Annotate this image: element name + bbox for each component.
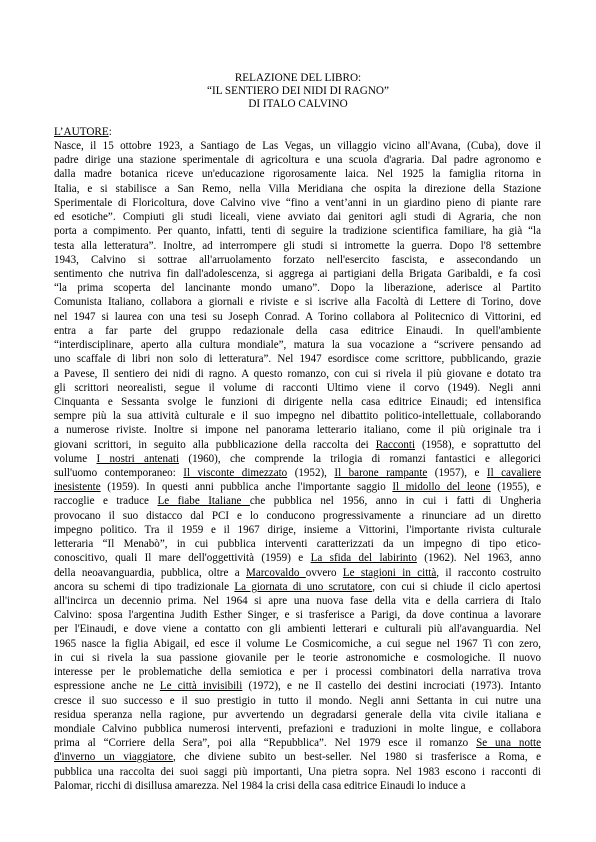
body-text-segment: 1943, Calvino si sottrae all'arruolamento forzato nell'esercito fascista, e assecondando un [54, 253, 541, 266]
body-line [54, 466, 541, 480]
body-line [54, 395, 541, 409]
body-line [54, 679, 541, 693]
body-text-segment: giovani scrittori, in seguito alla pubblicazione della raccolta dei [54, 438, 376, 451]
body-text-segment: prima al “Corriere della Sera”, poi alla “Repubblica”. Nel 1979 esce il romanzo [54, 737, 477, 750]
body-text-segment: cresce il suo successo e il suo prestigio in tutto il mondo. Negli anni Settanta in cui nutre una [54, 694, 541, 707]
body-text-segment: (1972), e ne Il castello dei destini incrociati (1973). Intanto [242, 680, 541, 693]
body-line [54, 523, 541, 537]
title-line-1: RELAZIONE DEL LIBRO: [234, 72, 362, 84]
body-text-segment: (1959). In questi anni pubblica anche l'importante saggio [100, 481, 393, 494]
body-text-segment: , con cui si chiude il ciclo apertosi [372, 580, 541, 593]
body-line [54, 295, 541, 309]
body-text-segment: Nasce, il 15 ottobre 1923, a Santiago de Las Vegas, un villaggio vicino all'Avana, (Cuba), dove il [54, 140, 541, 152]
body-line [54, 637, 541, 651]
body-line [54, 722, 541, 736]
book-title-link: La giornata di uno scrutatore [234, 580, 373, 593]
body-line [54, 409, 541, 423]
body-text-segment: gli scrittori neorealisti, segue il volume di racconti Ultimo viene il corvo (1949). Negli anni [54, 381, 541, 394]
body-text-segment: (1958), e soprattutto del [415, 438, 541, 451]
body-text-segment: Calvino: sposa l'argentina Judith Esther Singer, e si trasferisce a Parigi, da dove continua a lavorare [54, 609, 541, 622]
body-text-segment: letteraria “Il Menabò”, in cui pubblica interventi caratterizzati da un impegno di tipo etico- [54, 538, 541, 551]
body-line [54, 750, 541, 764]
body-line [54, 182, 541, 196]
body-line [54, 694, 541, 708]
body-line [54, 551, 541, 565]
book-title-link: La sfida del labirinto [310, 552, 417, 565]
body-line [54, 480, 541, 494]
section-heading-label: L’AUTORE [54, 126, 109, 138]
body-line [54, 779, 541, 793]
book-title-link: Marcovaldo [246, 566, 306, 579]
book-title-link: inesistente [54, 481, 101, 494]
book-title-link: Racconti [375, 438, 416, 451]
body-line [54, 566, 541, 580]
body-text-segment: interesse per le problematiche della semiotica e per i processi combinatori della narrativa trova [54, 666, 541, 679]
body-text-segment: espressione anche ne [54, 680, 160, 693]
title-line-3: DI ITALO CALVINO [248, 98, 348, 111]
body-text-segment: a Pavese, Il sentiero dei nidi di ragno. A questo romanzo, con cui si rivela il più giovane e dotato tra [54, 367, 541, 380]
body-text-segment: residua speranza nella ragione, pur avvertendo un degradarsi generale della vita civile italiana e [54, 708, 541, 721]
body-text-segment: “la prima scoperta del lancinante mondo umano”. Dopo la liberazione, aderisce al Partito [54, 282, 541, 295]
body-text-segment: all'incirca un decennio prima. Nel 1964 si apre una nuova fase della vita e della carriera di Italo [54, 595, 541, 607]
section-heading-author [54, 126, 112, 139]
body-text-segment: pubblica una raccolta dei suoi saggi più importanti, Una pietra sopra. Nel 1983 escono i racconti di [54, 765, 541, 778]
body-line [54, 253, 541, 267]
body-text-segment: ed esotiche”. Compiuti gli studi liceali, viene avviato dai genitori agli studi di Agraria, che non [54, 211, 541, 224]
body-text-segment: 1965 nasce la figlia Abigail, ed esce il volume Le Cosmicomiche, a cui segue nel 1967 Ti con zero, [54, 637, 541, 650]
body-line [54, 708, 541, 722]
body-line [54, 509, 541, 523]
body-text-segment: (1962). Nel 1963, anno [416, 552, 541, 565]
body-line [54, 665, 541, 679]
body-text-segment: a numerose riviste. Inoltre si impone nel panorama letterario italiano, come il più originale tra i [54, 424, 541, 437]
body-line [54, 196, 541, 210]
body-line [54, 310, 541, 324]
body-text-segment: Italia, e si stabilisce a San Remo, nella Villa Meridiana che ospita la direzione della Stazione [54, 182, 541, 195]
body-text-segment: Comunista Italiano, collabora a giornali e riviste e si iscrive alla Facoltà di Lettere di Torino, dove [54, 296, 541, 309]
body-text-segment: volume [54, 452, 97, 465]
body-line [54, 167, 541, 181]
book-title-link: Se una notte [476, 737, 541, 750]
book-title-link: I nostri antenati [96, 452, 180, 465]
body-text-segment: Palomar, ricchi di disillusa amarezza. Nel 1984 la crisi della casa editrice Einaudi lo induce a [54, 779, 466, 792]
body-line [54, 139, 541, 153]
body-line [54, 210, 541, 224]
body-text-segment: in cui si rivela la sua passione giovanile per le teorie astronomiche e cosmologiche. Il nuovo [54, 651, 541, 664]
body-line [54, 281, 541, 295]
body-text-segment: (1952), [287, 467, 335, 480]
body-text-segment: uno scaffale di libri non solo di letteratura”. Nel 1947 esordisce come scrittore, pubblicando, grazie [54, 353, 541, 366]
body-text-segment: ovvero [305, 566, 343, 579]
section-heading-colon: : [108, 126, 112, 138]
body-text-segment: entra a far parte del gruppo redazionale della casa editrice Einaudi. In quell'ambiente [54, 324, 541, 337]
body-line [54, 765, 541, 779]
body-text-segment: sempre più la sua attività culturale e il suo impegno nel dibattito politico-intellettuale, collaborando [54, 410, 541, 423]
body-text-segment: ancora su schemi di tipo tradizionale [54, 580, 235, 593]
body-line [54, 153, 541, 167]
author-biography-text [54, 139, 541, 839]
body-line [54, 608, 541, 622]
body-line [54, 452, 541, 466]
body-text-segment: impegno politico. Tra il 1959 e il 1967 dirige, insieme a Vittorini, l'importante rivista culturale [54, 523, 541, 536]
book-title-link: Le stagioni in città [342, 566, 437, 579]
book-title-link: Il midollo del leone [392, 481, 491, 494]
document-title [54, 72, 542, 111]
body-text-segment: testa alla letteratura”. Inoltre, ad interrompere gli studi si intromette la guerra. Dopo l'8 settembre [54, 239, 541, 252]
body-text-segment: per l'Einaudi, e dove viene a contatto con gli ambienti letterari e culturali più all'avanguardia. Nel [54, 623, 541, 636]
body-text-segment: , che diviene subito un best-seller. Nel 1980 si trasferisce a Roma, e [173, 751, 541, 764]
book-title-link: Le città invisibili [159, 680, 243, 693]
body-line [54, 438, 541, 452]
body-text-segment: della neoavanguardia, pubblica, oltre a [54, 566, 247, 579]
body-text-segment: dalla madre botanica riceve un'educazione rigorosamente laica. Nel 1925 la famiglia ritorna in [54, 168, 541, 181]
body-text-segment: (1955), e [490, 481, 541, 494]
body-text-segment: , il racconto costruito [436, 566, 541, 579]
book-title-link: d'inverno un viaggiatore [54, 751, 173, 764]
body-text-segment: “interdisciplinare, aperto alla cultura mondiale”, matura la sua vocazione a “scrivere pensando ad [54, 339, 541, 352]
body-text-segment: (1960), che comprende la trilogia di romanzi fantastici e allegorici [179, 452, 541, 465]
body-line [54, 324, 541, 338]
body-text-segment: che pubblica nel 1956, anno in cui i fatti di Ungheria [249, 495, 541, 508]
body-line [54, 651, 541, 665]
body-text-segment: Sperimentale di Floricoltura, dove Calvino vive “fino a vent’anni in un giardino pieno di piante rare [54, 196, 541, 209]
body-line [54, 580, 541, 594]
body-text-segment: nel 1947 si laurea con una tesi su Joseph Conrad. A Torino collabora al Politecnico di Vittorini, ed [54, 310, 541, 323]
body-text-segment: (1957), e [427, 467, 487, 480]
body-text-segment: porta a compimento. Per quanto, infatti, tenti di seguire la tradizione scientifica familiare, ha già “la [54, 225, 541, 238]
body-text-segment: provocano il suo distacco dal PCI e lo conducono progressivamente a rinunciare ad un diretto [54, 509, 541, 522]
body-line [54, 224, 541, 238]
body-line [54, 239, 541, 253]
book-title-link: Il visconte dimezzato [183, 467, 288, 480]
book-title-link: Il barone rampante [334, 467, 428, 480]
body-text-segment: padre dirige una stazione sperimentale di agricoltura e una scuola d'agraria. Dal padre agronomo e [54, 154, 541, 167]
body-line [54, 494, 541, 508]
book-title-link: Le fiabe Italiane [157, 495, 250, 508]
book-title-link: Il cavaliere [486, 467, 541, 480]
body-line [54, 622, 541, 636]
body-text-segment: raccoglie e traduce [54, 495, 158, 508]
body-line [54, 537, 541, 551]
body-text-segment: mondiale Calvino pubblica numerosi interventi, prefazioni e traduzioni in molte lingue, e collabora [54, 722, 541, 735]
body-line [54, 267, 541, 281]
body-line [54, 352, 541, 366]
body-text-segment: sentimento che nutriva fin dall'adolescenza, si aggrega ai partigiani della Brigata Garibaldi, e fa così [54, 267, 541, 280]
body-line [54, 367, 541, 381]
body-line [54, 594, 541, 608]
body-line [54, 338, 541, 352]
body-text-segment: sull'uomo contemporaneo: [54, 467, 184, 480]
body-text-segment: Cinquanta e Sessanta svolge le funzioni di dirigente nella casa editrice Einaudi; ed intensifica [54, 395, 541, 408]
body-line [54, 423, 541, 437]
title-line-2: “IL SENTIERO DEI NIDI DI RAGNO” [207, 85, 389, 98]
body-line [54, 381, 541, 395]
body-line [54, 736, 541, 750]
body-text-segment: conoscitivo, quali Il mare dell'oggettività (1959) e [54, 552, 311, 565]
